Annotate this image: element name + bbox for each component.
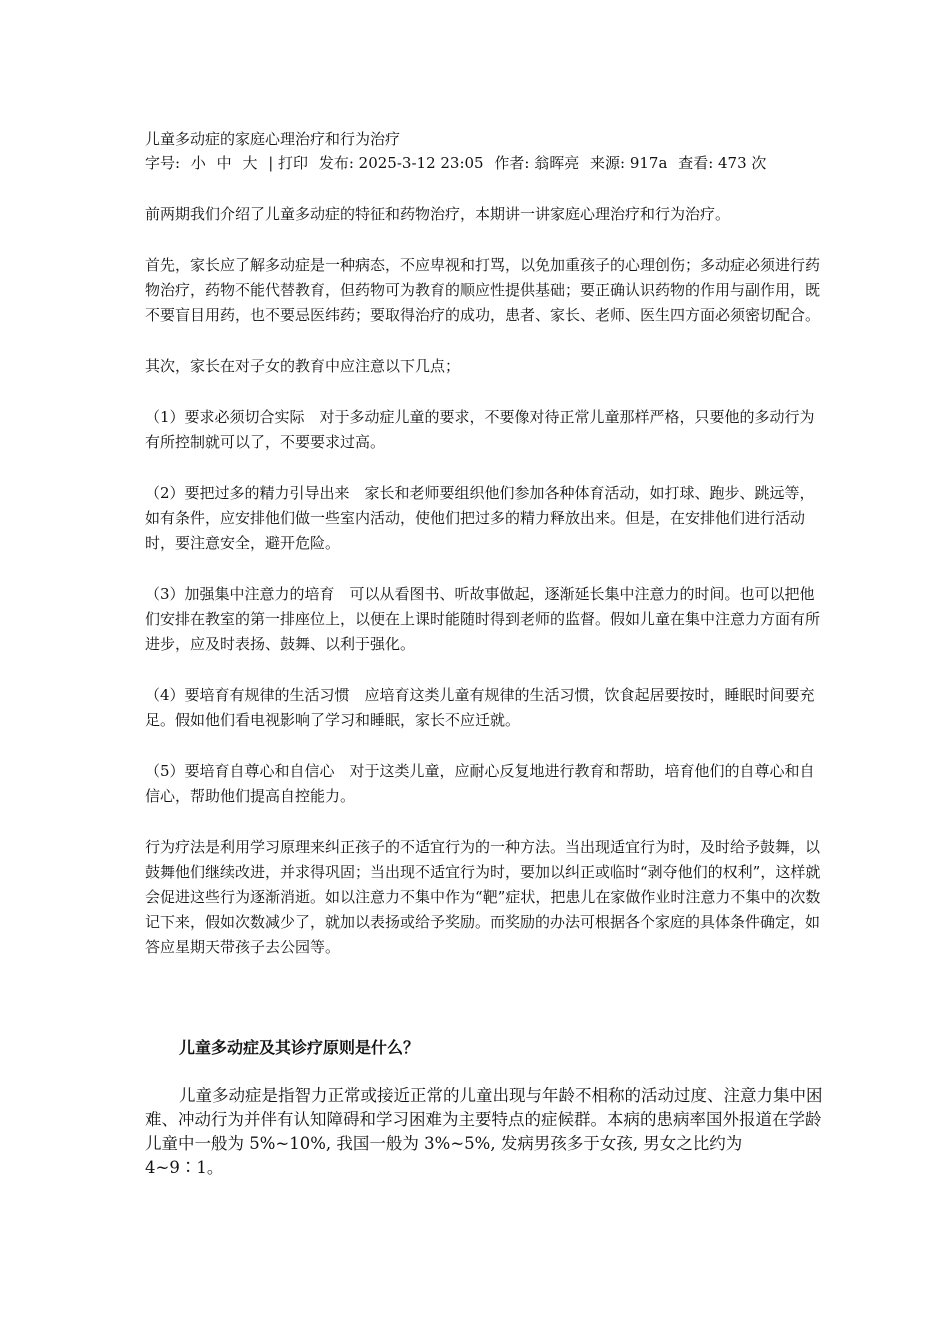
font-size-large-link[interactable]: 大: [242, 154, 258, 172]
paragraph-first: 首先，家长应了解多动症是一种病态，不应卑视和打骂，以免加重孩子的心理创伤；多动症必须进行药物治疗，药物不能代替教育，但药物可为教育的顺应性提供基础；要正确认识药物的作用与副作用，既不要盲目用药，也不要忌医纬药；要取得治疗的成功，患者、家长、老师、医生四方面必须密切配合。: [145, 256, 821, 324]
publish-date: 发布: 2025-3-12 23:05: [318, 154, 484, 172]
paragraph-point-5: （5）要培育自尊心和自信心 对于这类儿童，应耐心反复地进行教育和帮助，培育他们的自尊心和自信心，帮助他们提高自控能力。: [145, 762, 815, 805]
author: 作者: 翁晖亮: [494, 154, 580, 172]
print-link[interactable]: | 打印: [268, 154, 309, 172]
paragraph-second: 其次，家长在对子女的教育中应注意以下几点；: [145, 357, 461, 375]
view-count: 查看: 473 次: [678, 154, 767, 172]
section2-body: 儿童多动症是指智力正常或接近正常的儿童出现与年龄不相称的活动过度、注意力集中困难、冲动行为并伴有认知障碍和学习困难为主要特点的症候群。本病的患病率国外报道在学龄儿童中一般为 5%~10%, 我国一般为 3%~5%, 发病男孩多于女孩, 男女之比约为 4~9∶1。: [145, 1086, 823, 1177]
paragraph-behavior-therapy: 行为疗法是利用学习原理来纠正孩子的不适宜行为的一种方法。当出现适宜行为时，及时给予鼓舞，以鼓舞他们继续改进，并求得巩固；当出现不适宜行为时，要加以纠正或临时“剥夺他们的权利”，这样就会促进这些行为逐渐消逝。如以注意力不集中作为“靶”症状，把患儿在家做作业时注意力不集中的次数记下来，假如次数减少了，就加以表扬或给予奖励。而奖励的办法可根据各个家庭的具体条件确定，如答应星期天带孩子去公园等。: [145, 838, 821, 956]
article-meta: [145, 152, 825, 174]
paragraph-intro: 前两期我们介绍了儿童多动症的特征和药物治疗，本期讲一讲家庭心理治疗和行为治疗。: [145, 205, 731, 223]
source: 来源: 917a: [590, 154, 668, 172]
paragraph-point-3: （3）加强集中注意力的培育 可以从看图书、听故事做起，逐渐延长集中注意力的时间。也可以把他们安排在教室的第一排座位上，以便在上课时能随时得到老师的监督。假如儿童在集中注意力方面有所进步，应及时表扬、鼓舞、以利于强化。: [145, 585, 821, 653]
font-size-label: 字号:: [145, 154, 181, 172]
paragraph-point-2: （2）要把过多的精力引导出来 家长和老师要组织他们参加各种体育活动，如打球、跑步、跳远等，如有条件，应安排他们做一些室内活动，使他们把过多的精力释放出来。但是，在安排他们进行活动时，要注意安全，避开危险。: [145, 484, 815, 552]
paragraph-point-4: （4）要培育有规律的生活习惯 应培育这类儿童有规律的生活习惯，饮食起居要按时，睡眠时间要充足。假如他们看电视影响了学习和睡眠，家长不应迁就。: [145, 686, 815, 729]
font-size-small-link[interactable]: 小: [190, 154, 206, 172]
article-content: [145, 128, 825, 1180]
article-title: 儿童多动症的家庭心理治疗和行为治疗: [145, 130, 401, 148]
section2-heading: 儿童多动症及其诊疗原则是什么？: [179, 1038, 420, 1057]
font-size-medium-link[interactable]: 中: [216, 154, 232, 172]
paragraph-point-1: （1）要求必须切合实际 对于多动症儿童的要求，不要像对待正常儿童那样严格，只要他的多动行为有所控制就可以了，不要要求过高。: [145, 408, 815, 451]
